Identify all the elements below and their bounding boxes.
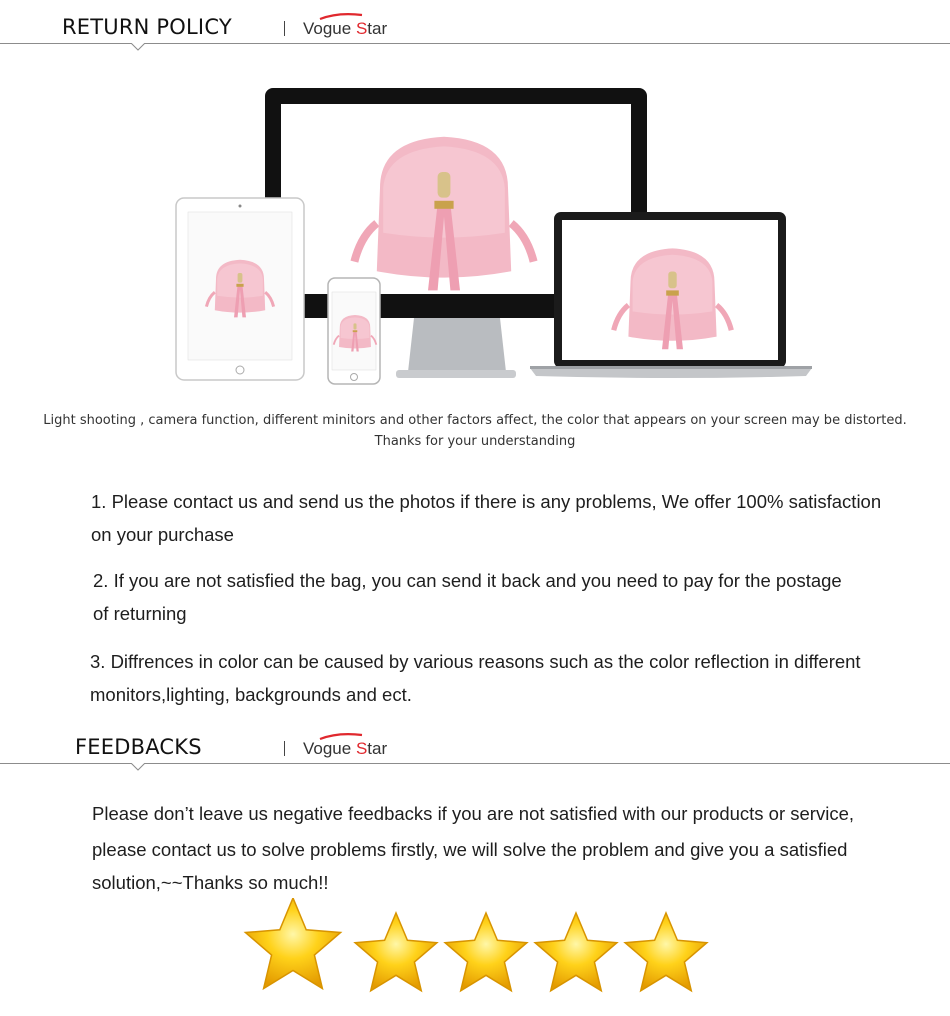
feedbacks-title: FEEDBACKS [75, 735, 202, 759]
devices-product-image [150, 80, 830, 390]
brand-logo [303, 19, 387, 39]
brand-separator [284, 21, 285, 36]
color-disclaimer-line1: Light shooting , camera function, different minitors and other factors affect, the color that appears on your screen may be distorted. [43, 413, 907, 428]
star-icon [625, 913, 707, 991]
policy-item-3-line2: monitors,lighting, backgrounds and ect. [90, 684, 412, 705]
policy-item-2-line2: of returning [93, 603, 187, 624]
return-policy-title: RETURN POLICY [62, 15, 232, 39]
five-star-rating [240, 898, 720, 1003]
policy-item-2-line1: 2. If you are not satisfied the bag, you can send it back and you need to pay for the postage [93, 570, 842, 591]
brand-text-vogue: Vogue [303, 739, 356, 758]
brand-text-tar: tar [367, 739, 388, 758]
star-icon [245, 898, 340, 989]
feedback-line2: please contact us to solve problems firstly, we will solve the problem and give you a satisfied [92, 839, 848, 860]
feedback-line1: Please don’t leave us negative feedbacks if you are not satisfied with our products or service, [92, 803, 855, 824]
star-icon [355, 913, 437, 991]
color-disclaimer-line2: Thanks for your understanding [374, 434, 576, 449]
brand-text-vogue: Vogue [303, 19, 356, 38]
divider-notch [131, 43, 145, 51]
star-icon [445, 913, 527, 991]
policy-item-3-line1: 3. Diffrences in color can be caused by various reasons such as the color reflection in different [90, 651, 861, 672]
star-icon [535, 913, 617, 991]
policy-item-3 [90, 645, 861, 711]
policy-item-1-line2: on your purchase [91, 524, 234, 545]
brand-text-tar: tar [367, 19, 388, 38]
policy-item-1-line1: 1. Please contact us and send us the photos if there is any problems, We offer 100% satisfaction [91, 491, 882, 512]
policy-item-1 [91, 485, 881, 551]
divider-notch [131, 763, 145, 771]
brand-separator [284, 741, 285, 756]
policy-item-2 [93, 564, 842, 630]
feedback-line3: solution,~~Thanks so much!! [92, 872, 329, 893]
brand-text-s: S [355, 19, 368, 38]
brand-text-s: S [355, 739, 368, 758]
brand-logo [303, 739, 387, 759]
